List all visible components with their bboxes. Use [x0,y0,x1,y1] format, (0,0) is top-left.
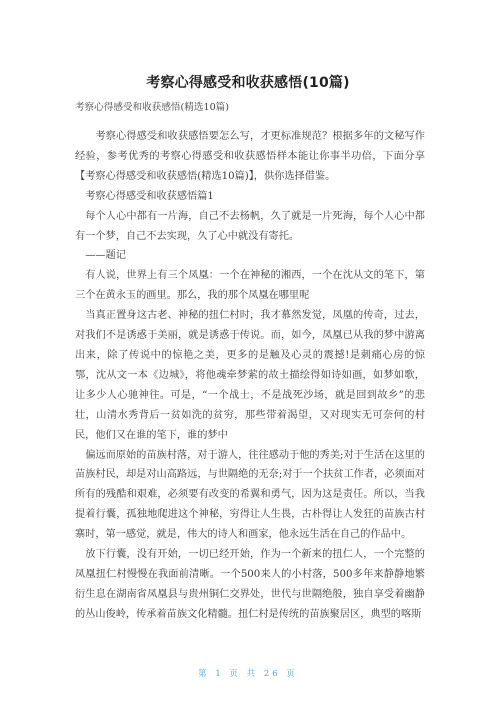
document-subtitle: 考察心得感受和收获感悟(精选10篇) [75,102,230,113]
section-heading: 考察心得感受和收获感悟篇1 [85,190,214,202]
body-paragraph: 有人说，世界上有三个凤凰：一个在神秘的湘西，一个在沈从文的笔下，第三个在黄永玉的画里。那么，我的那个凤凰在哪里呢 [75,270,425,302]
body-paragraph: 偏远而原始的苗族村落，对于游人，往往感动于他的秀美;对于生活在这里的苗族村民，却是对山高路远，与世隔绝的无奈;对于一个扶贫工作者，必须面对所有的残酷和艰难，必须要有改变的希翼和勇气，因为这是责任。所以，当我提着行囊，孤独地爬进这个神秘，穷得让人生畏，古朴得让人发狂的苗族古村寨时，第一感觉，就是，伟大的诗人和画家，他永远生活在自己的作品中。 [75,449,425,541]
page-number-footer: 第 1 页 共 26 页 [198,669,298,679]
intro-paragraph: 考察心得感受和收获感悟要怎么写，才更标准规范？根据多年的文秘写作经验，参考优秀的考察心得感受和收获感悟样本能让你事半功倍，下面分享【考察心得感受和收获感悟(精选10篇)】，供你选择借鉴。 [75,131,425,182]
body-paragraph: 当真正置身这古老、神秘的扭仁村时，我才慕然发觉，凤凰的传奇，过去，对我们不是诱惑于美丽，就是诱惑于传说。而，如今，凤凰已从我的梦中游离出来，除了传说中的惊艳之美，更多的是触及心灵的震撼!是刺痛心房的惊鄂，沈从文一本《边城》，将他魂牵梦萦的故土描绘得如诗如画，如梦如歌，让多少人心驰神往。可是，“一个战士，不是战死沙场，就是回到故乡”的悲壮，山清水秀背后一贫如洗的贫穷，那些带着渴望，又对现实无可奈何的村民，他们又在谁的笔下，谁的梦中 [75,310,425,441]
document-title: 考察心得感受和收获感悟(10篇) [146,75,350,91]
body-paragraph: 放下行囊，没有开始，一切已经开始，作为一个新来的扭仁人，一个完整的凤凰扭仁村慢慢在我面前清晰。一个500来人的小村落，500多年来静静地繁衍生息在湖南省凤凰县与贵州铜仁交界处，世代与世隔绝般，独自享受着幽静的丛山俊岭，传承着苗族文化精髓。扭仁村是传统的苗族聚居区，典型的喀斯 [75,549,425,620]
epigraph-paragraph: 每个人心中都有一片海，自己不去杨帆，久了就是一片死海，每个人心中都有一个梦，自己不去实现，久了心中就没有寄托。 [75,210,425,242]
epigraph-signature: ——题记 [85,250,126,262]
document-body [75,127,425,625]
